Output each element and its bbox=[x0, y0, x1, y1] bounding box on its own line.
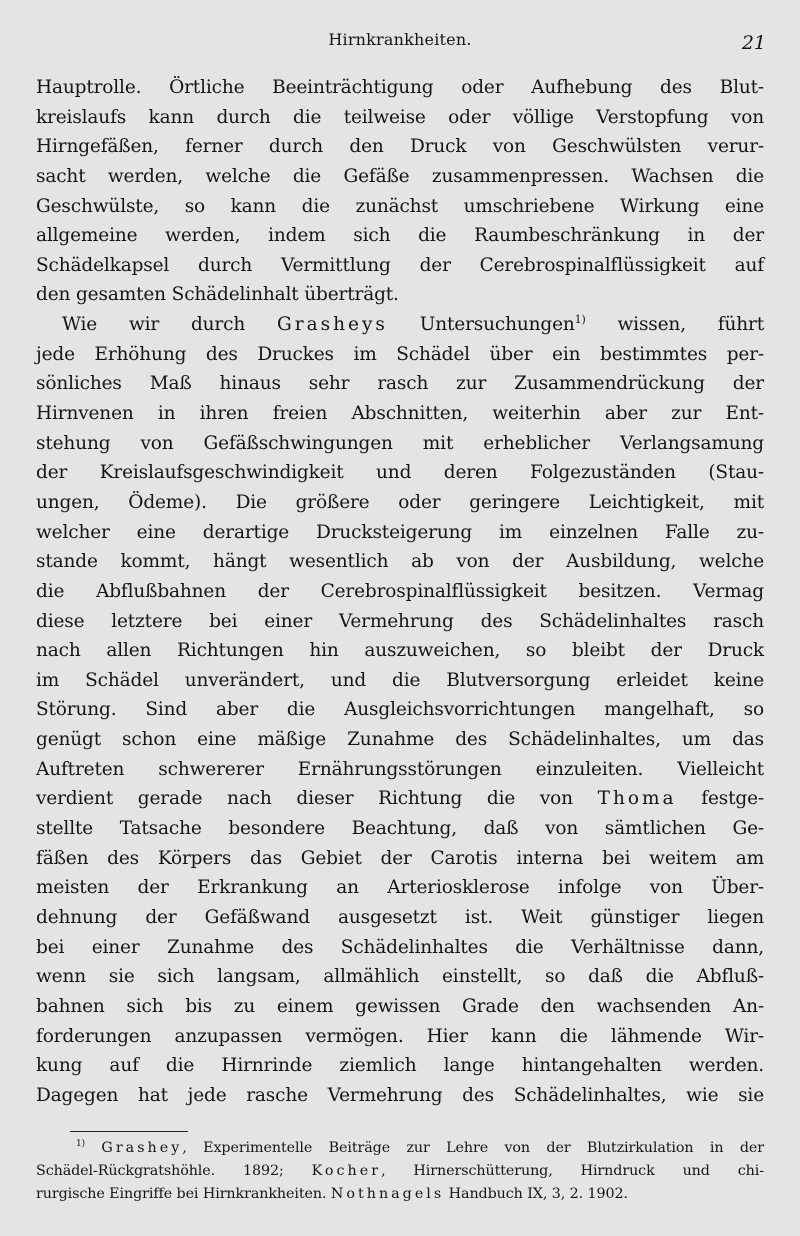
text-line bbox=[36, 310, 764, 340]
footnote-reference: 1) bbox=[574, 312, 586, 326]
author-name-grashey: Grashey bbox=[101, 1140, 183, 1156]
text-line: nach allen Richtungen hin auszuweichen, so bleibt der Druck bbox=[36, 640, 764, 662]
text-segment: Wie wir durch bbox=[62, 314, 277, 336]
text-line: die Abflußbahnen der Cerebrospinalflüssigkeit besitzen. Vermag bbox=[36, 580, 764, 602]
author-name-thoma: Thoma bbox=[597, 788, 677, 810]
text-line: Hirngefäßen, ferner durch den Druck von Geschwülsten verur- bbox=[36, 136, 764, 158]
footnote-divider bbox=[70, 1131, 188, 1132]
page-number: 21 bbox=[741, 32, 766, 54]
text-line: forderungen anzupassen vermögen. Hier kann die lähmende Wir- bbox=[36, 1025, 764, 1047]
text-line: diese letztere bei einer Vermehrung des Schädelinhaltes rasch bbox=[36, 610, 764, 632]
author-name-grashey: Grasheys bbox=[276, 314, 388, 336]
text-line: stellte Tatsache besondere Beachtung, daß von sämtlichen Ge- bbox=[36, 818, 764, 840]
author-name-nothnagel: Nothnagels bbox=[330, 1186, 445, 1202]
text-segment: , Experimentelle Beiträge zur Lehre von der Blutzirkulation in der bbox=[182, 1140, 764, 1156]
text-line: bei einer Zunahme des Schädelinhaltes die Verhältnisse dann, bbox=[36, 936, 764, 958]
text-line: genügt schon eine mäßige Zunahme des Schädelinhaltes, um das bbox=[36, 729, 764, 751]
text-line: dehnung der Gefäßwand ausgesetzt ist. Weit günstiger liegen bbox=[36, 906, 764, 928]
author-name-kocher: Kocher bbox=[311, 1163, 382, 1179]
text-line: sönliches Maß hinaus sehr rasch zur Zusammendrückung der bbox=[36, 373, 764, 395]
footnote-line bbox=[36, 1183, 764, 1206]
text-line: der Kreislaufsgeschwindigkeit und deren Folgezuständen (Stau- bbox=[36, 462, 764, 484]
text-line: wenn sie sich langsam, allmählich einstellt, so daß die Abfluß- bbox=[36, 966, 764, 988]
text-line: kung auf die Hirnrinde ziemlich lange hintangehalten werden. bbox=[36, 1055, 764, 1077]
text-segment: Untersuchungen bbox=[387, 314, 575, 336]
text-line: stande kommt, hängt wesentlich ab von der Ausbildung, welche bbox=[36, 551, 764, 573]
text-line: Hirnvenen in ihren freien Abschnitten, weiterhin aber zur Ent- bbox=[36, 403, 764, 425]
footnote-marker: 1) bbox=[76, 1139, 86, 1150]
text-line: Störung. Sind aber die Ausgleichsvorrichtungen mangelhaft, so bbox=[36, 699, 764, 721]
text-segment: rurgische Eingriffe bei Hirnkrankheiten. bbox=[36, 1186, 331, 1202]
running-title: Hirnkrankheiten. bbox=[328, 30, 472, 49]
text-line: kreislaufs kann durch die teilweise oder völlige Verstopfung von bbox=[36, 106, 764, 128]
text-line: Auftreten schwererer Ernährungsstörungen einzuleiten. Vielleicht bbox=[36, 758, 764, 780]
footnote bbox=[36, 1137, 764, 1206]
text-segment: wissen, führt bbox=[585, 314, 764, 336]
body-text bbox=[36, 73, 764, 1110]
text-line: den gesamten Schädelinhalt überträgt. bbox=[36, 284, 399, 306]
text-segment: , Hirnerschütterung, Hirndruck und chi- bbox=[381, 1163, 764, 1179]
text-line: Hauptrolle. Örtliche Beeinträchtigung oder Aufhebung des Blut- bbox=[36, 77, 764, 98]
text-line: Geschwülste, so kann die zunächst umschriebene Wirkung eine bbox=[36, 195, 764, 217]
text-line: Schädelkapsel durch Vermittlung der Cerebrospinalflüssigkeit auf bbox=[36, 254, 764, 276]
text-line: fäßen des Körpers das Gebiet der Carotis interna bei weitem am bbox=[36, 847, 764, 869]
text-segment: verdient gerade nach dieser Richtung die von bbox=[36, 788, 598, 810]
text-line: im Schädel unverändert, und die Blutversorgung erleidet keine bbox=[36, 669, 764, 691]
text-line: jede Erhöhung des Druckes im Schädel über ein bestimmtes per- bbox=[36, 343, 764, 365]
text-line: meisten der Erkrankung an Arteriosklerose infolge von Über- bbox=[36, 877, 764, 899]
text-line: welcher eine derartige Drucksteigerung im einzelnen Falle zu- bbox=[36, 521, 764, 543]
text-segment: Schädel-Rückgratshöhle. 1892; bbox=[36, 1163, 312, 1179]
text-line: stehung von Gefäßschwingungen mit erheblicher Verlangsamung bbox=[36, 432, 764, 454]
text-line: sacht werden, welche die Gefäße zusammenpressen. Wachsen die bbox=[36, 165, 764, 187]
footnote-line bbox=[36, 1160, 764, 1183]
text-line: Dagegen hat jede rasche Vermehrung des Schädelinhaltes, wie sie bbox=[36, 1084, 764, 1106]
text-line: ungen, Ödeme). Die größere oder geringere Leichtigkeit, mit bbox=[36, 491, 764, 513]
text-line: bahnen sich bis zu einem gewissen Grade den wachsenden An- bbox=[36, 995, 764, 1017]
footnote-line bbox=[36, 1137, 764, 1160]
text-segment: Handbuch IX, 3, 2. 1902. bbox=[444, 1186, 628, 1202]
text-line: allgemeine werden, indem sich die Raumbeschränkung in der bbox=[36, 225, 764, 247]
text-segment: festge- bbox=[676, 788, 764, 810]
text-line bbox=[36, 784, 764, 814]
